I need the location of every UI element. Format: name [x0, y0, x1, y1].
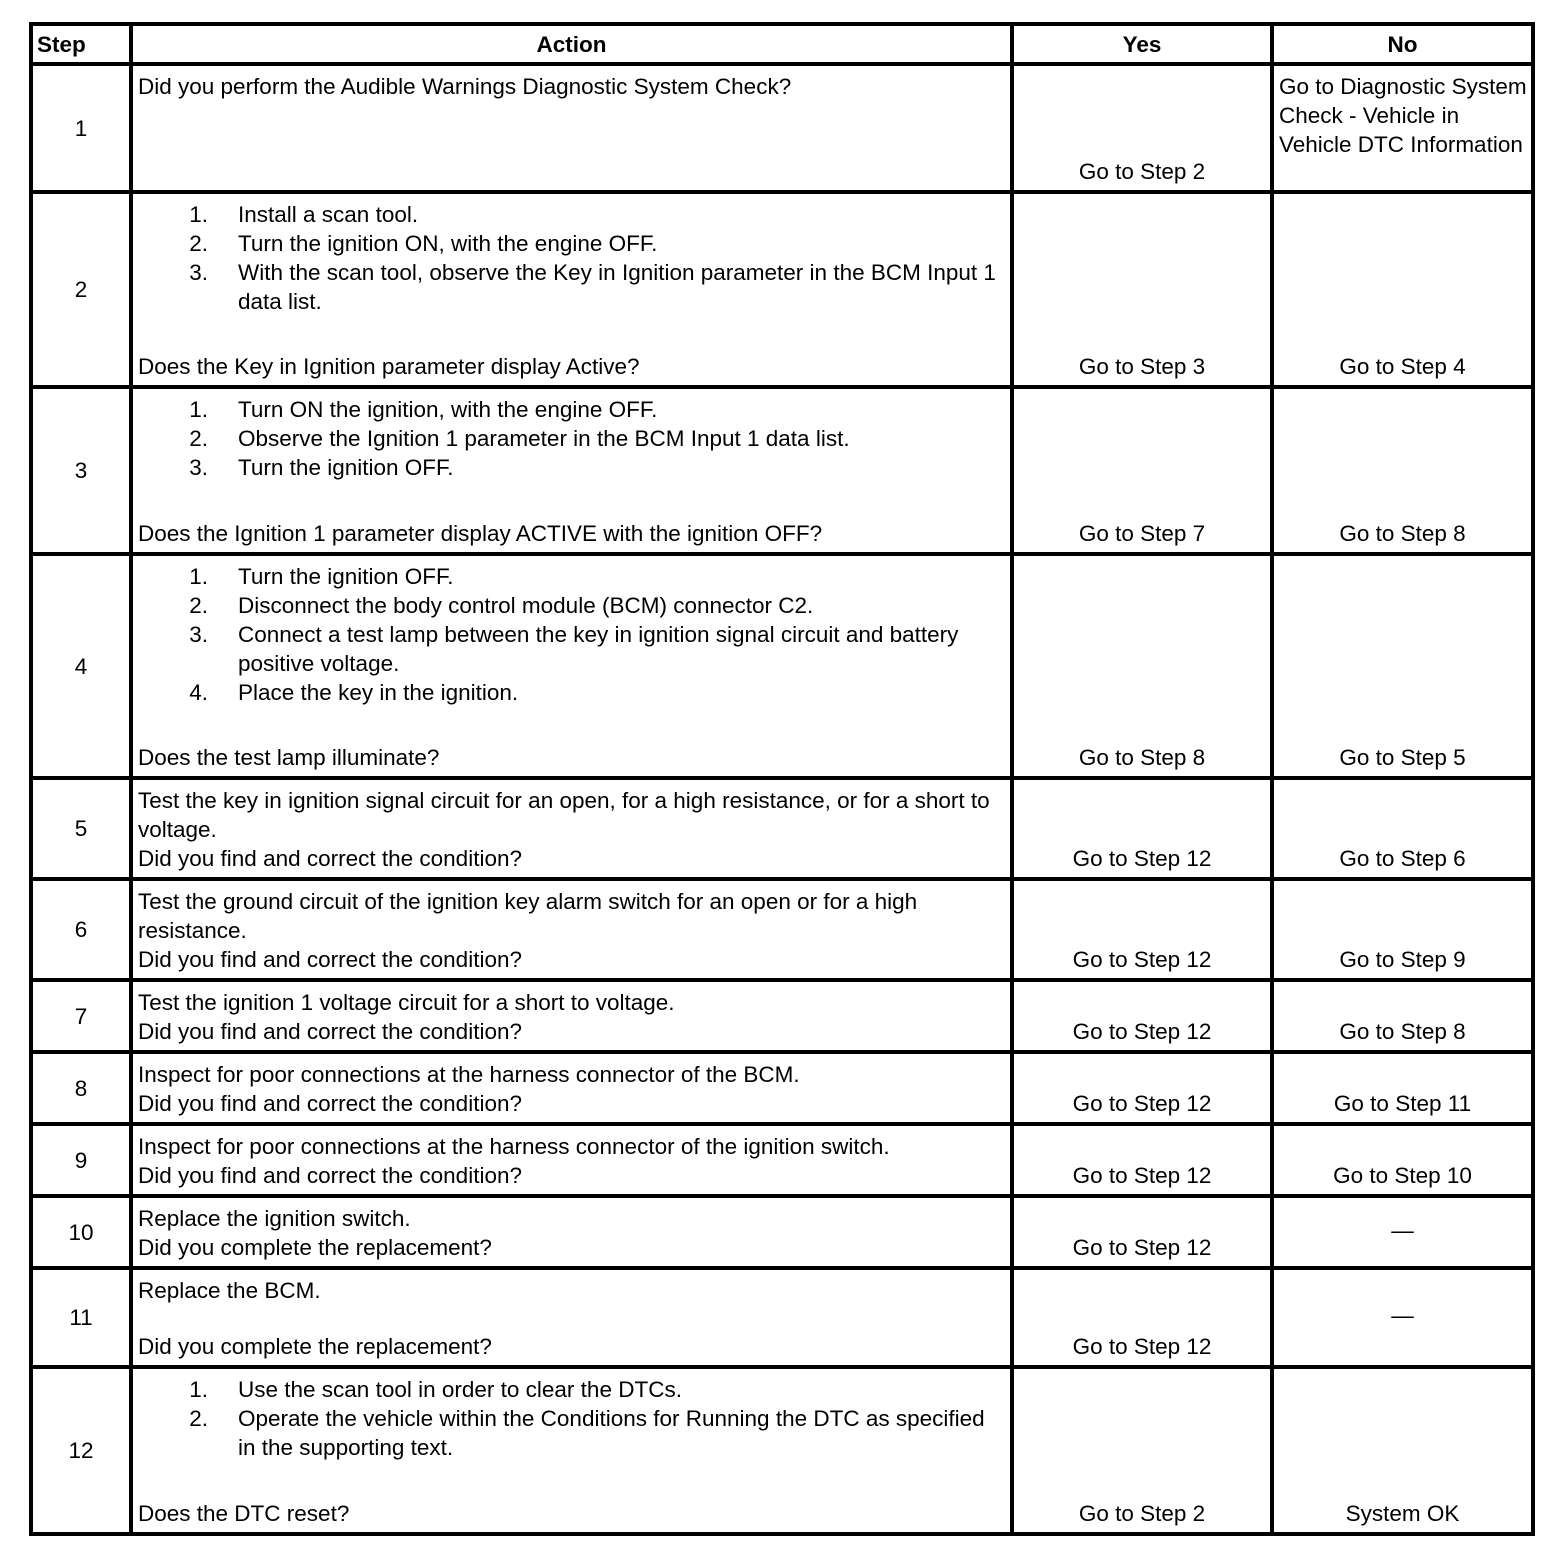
action-question: Does the Ignition 1 parameter display ACTIVE with the ignition OFF?	[138, 521, 823, 546]
action-cell	[131, 879, 1012, 980]
yes-cell: Go to Step 8	[1012, 554, 1272, 778]
table-row	[31, 980, 1533, 1052]
action-header: Action	[131, 24, 1012, 64]
list-item: 4. Place the key in the ignition.	[189, 680, 519, 705]
action-list	[138, 562, 1006, 707]
action-cell	[131, 554, 1012, 778]
action-cell	[131, 387, 1012, 554]
action-list	[138, 395, 1006, 482]
action-text: Inspect for poor connections at the harness connector of the ignition switch.	[138, 1134, 890, 1159]
table-row	[31, 778, 1533, 879]
action-question: Did you find and correct the condition?	[138, 1019, 522, 1044]
yes-cell: Go to Step 12	[1012, 879, 1272, 980]
no-cell: Go to Step 8	[1272, 387, 1533, 554]
list-item: 2. Disconnect the body control module (BCM) connector C2.	[189, 593, 814, 618]
no-cell: Go to Step 4	[1272, 192, 1533, 387]
header-row	[31, 24, 1533, 64]
list-item: 2. Turn the ignition ON, with the engine OFF.	[189, 231, 658, 256]
table-row	[31, 1052, 1533, 1124]
action-list	[138, 200, 1006, 316]
action-text: Test the key in ignition signal circuit for an open, for a high resistance, or for a short to voltage.	[138, 788, 990, 842]
action-text: Test the ignition 1 voltage circuit for a short to voltage.	[138, 990, 675, 1015]
table-row	[31, 1124, 1533, 1196]
step-header: Step	[31, 24, 131, 64]
table-row	[31, 1196, 1533, 1268]
action-cell	[131, 778, 1012, 879]
action-cell	[131, 192, 1012, 387]
yes-cell: Go to Step 3	[1012, 192, 1272, 387]
table-row	[31, 1268, 1533, 1367]
yes-cell: Go to Step 12	[1012, 980, 1272, 1052]
action-question: Did you complete the replacement?	[138, 1334, 492, 1359]
action-question: Did you find and correct the condition?	[138, 846, 522, 871]
no-cell: Go to Step 10	[1272, 1124, 1533, 1196]
no-cell: Go to Diagnostic System Check - Vehicle in Vehicle DTC Information	[1272, 64, 1533, 192]
no-cell: Go to Step 5	[1272, 554, 1533, 778]
table-row	[31, 879, 1533, 980]
yes-cell: Go to Step 12	[1012, 778, 1272, 879]
action-cell	[131, 1268, 1012, 1367]
list-item: 2. Operate the vehicle within the Conditions for Running the DTC as specified in the supporting text.	[189, 1406, 985, 1460]
list-item: 2. Observe the Ignition 1 parameter in the BCM Input 1 data list.	[189, 426, 850, 451]
step-number: 4	[31, 554, 131, 778]
yes-header: Yes	[1012, 24, 1272, 64]
diagnostic-table	[29, 22, 1535, 1536]
list-item: 1. Turn ON the ignition, with the engine OFF.	[189, 397, 658, 422]
list-item: 3. Connect a test lamp between the key in ignition signal circuit and battery positive voltage.	[189, 622, 959, 676]
no-header: No	[1272, 24, 1533, 64]
action-cell	[131, 64, 1012, 192]
list-item: 1. Turn the ignition OFF.	[189, 564, 454, 589]
step-number: 9	[31, 1124, 131, 1196]
yes-cell: Go to Step 12	[1012, 1052, 1272, 1124]
action-question: Did you find and correct the condition?	[138, 1091, 522, 1116]
table-row	[31, 192, 1533, 387]
step-number: 11	[31, 1268, 131, 1367]
step-number: 10	[31, 1196, 131, 1268]
yes-cell: Go to Step 12	[1012, 1124, 1272, 1196]
step-number: 6	[31, 879, 131, 980]
step-number: 3	[31, 387, 131, 554]
action-question: Does the DTC reset?	[138, 1501, 350, 1526]
yes-cell: Go to Step 7	[1012, 387, 1272, 554]
action-cell	[131, 980, 1012, 1052]
action-text: Replace the ignition switch.	[138, 1206, 411, 1231]
action-cell	[131, 1367, 1012, 1534]
no-cell: Go to Step 9	[1272, 879, 1533, 980]
step-number: 5	[31, 778, 131, 879]
yes-cell: Go to Step 12	[1012, 1196, 1272, 1268]
no-cell: —	[1272, 1268, 1533, 1367]
action-cell	[131, 1052, 1012, 1124]
no-cell: Go to Step 8	[1272, 980, 1533, 1052]
action-question: Did you find and correct the condition?	[138, 947, 522, 972]
action-text: Test the ground circuit of the ignition key alarm switch for an open or for a high resistance.	[138, 889, 918, 943]
step-number: 8	[31, 1052, 131, 1124]
step-number: 12	[31, 1367, 131, 1534]
list-item: 1. Use the scan tool in order to clear the DTCs.	[189, 1377, 682, 1402]
action-text: Did you perform the Audible Warnings Diagnostic System Check?	[138, 74, 792, 99]
table-row	[31, 387, 1533, 554]
action-text: Replace the BCM.	[138, 1278, 321, 1303]
list-item: 3. With the scan tool, observe the Key in Ignition parameter in the BCM Input 1 data list.	[189, 260, 996, 314]
action-text: Inspect for poor connections at the harness connector of the BCM.	[138, 1062, 800, 1087]
action-question: Did you complete the replacement?	[138, 1235, 492, 1260]
step-number: 7	[31, 980, 131, 1052]
list-item: 3. Turn the ignition OFF.	[189, 455, 454, 480]
list-item: 1. Install a scan tool.	[189, 202, 419, 227]
action-question: Does the test lamp illuminate?	[138, 745, 440, 770]
yes-cell: Go to Step 2	[1012, 64, 1272, 192]
no-cell: System OK	[1272, 1367, 1533, 1534]
table-row	[31, 1367, 1533, 1534]
action-question: Did you find and correct the condition?	[138, 1163, 522, 1188]
step-number: 2	[31, 192, 131, 387]
yes-cell: Go to Step 12	[1012, 1268, 1272, 1367]
no-cell: —	[1272, 1196, 1533, 1268]
step-number: 1	[31, 64, 131, 192]
action-cell	[131, 1196, 1012, 1268]
action-list	[138, 1375, 1006, 1462]
table-row	[31, 554, 1533, 778]
action-cell	[131, 1124, 1012, 1196]
yes-cell: Go to Step 2	[1012, 1367, 1272, 1534]
no-cell: Go to Step 6	[1272, 778, 1533, 879]
table-row	[31, 64, 1533, 192]
no-cell: Go to Step 11	[1272, 1052, 1533, 1124]
action-question: Does the Key in Ignition parameter display Active?	[138, 354, 640, 379]
